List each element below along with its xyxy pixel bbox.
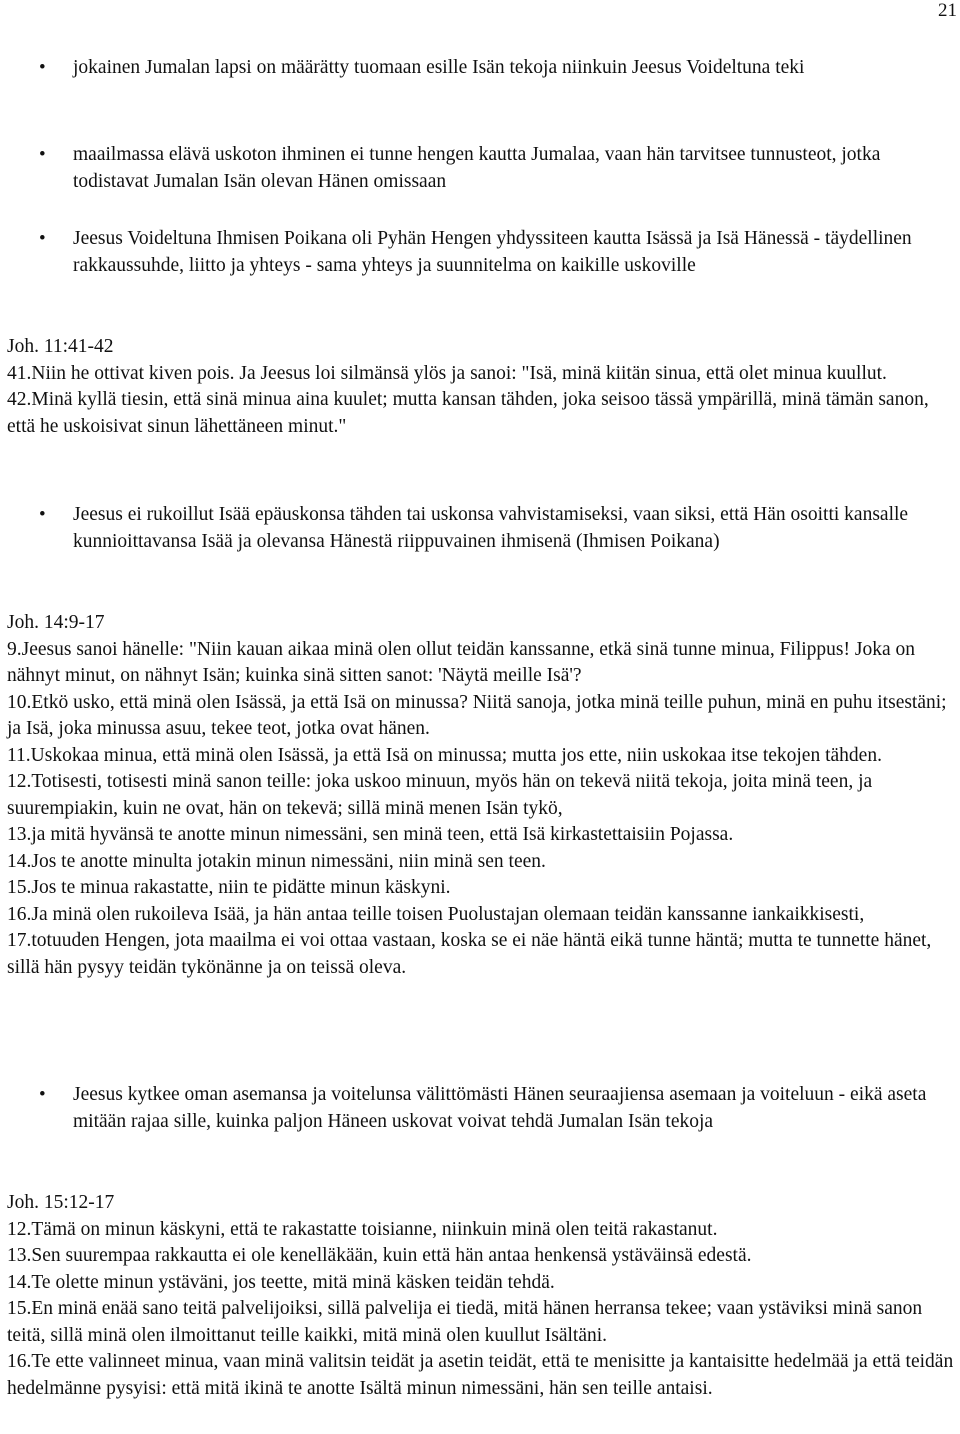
- verse: 9.Jeesus sanoi hänelle: "Niin kauan aikaa minä olen ollut teidän kanssanne, etkä sinä tunne minua, Filippus! Joka on nähnyt minut, on nähnyt Isän; kuinka sinä sitten sanot: 'Näytä meille Isä'?: [7, 638, 916, 686]
- bullet-icon: •: [39, 57, 46, 78]
- bullet-item: [7, 502, 957, 555]
- bullet-text: Jeesus kytkee oman asemansa ja voitelunsa välittömästi Hänen seuraajiensa asemaan ja voiteluun - eikä aseta mitään rajaa sille, kuinka paljon Häneen uskovat voivat tehdä Jumalan Isän tekoja: [73, 1084, 927, 1132]
- bullet-text: jokainen Jumalan lapsi on määrätty tuomaan esille Isän tekoja niinkuin Jeesus Voideltuna teki: [73, 57, 805, 78]
- scripture-passage: [7, 1190, 957, 1402]
- verse: 15.Jos te minua rakastatte, niin te pidätte minun käskyni.: [7, 877, 451, 898]
- page-number: 21: [938, 0, 957, 21]
- verse: 16.Ja minä olen rukoileva Isää, ja hän antaa teille toisen Puolustajan olemaan teidän kanssanne iankaikkisesti,: [7, 903, 865, 925]
- bullet-item: [7, 1082, 957, 1135]
- bullet-icon: •: [39, 504, 46, 525]
- bullet-item: [7, 55, 957, 82]
- bullet-text: Jeesus ei rukoillut Isää epäuskonsa tähden tai uskonsa vahvistamiseksi, vaan siksi, että Hän osoitti kansalle kunnioittavansa Isää ja olevansa Hänestä riippuvainen ihmisenä (Ihmisen Poikana): [73, 504, 909, 552]
- bullet-text: Jeesus Voideltuna Ihmisen Poikana oli Pyhän Hengen yhdyssiteen kautta Isässä ja Isä Hänessä - täydellinen rakkaussuhde, liitto ja yhteys - sama yhteys ja suunnitelma on kaikille uskoville: [73, 228, 912, 276]
- scripture-reference: Joh. 11:41-42: [7, 336, 114, 357]
- verse: 41.Niin he ottivat kiven pois. Ja Jeesus loi silmänsä ylös ja sanoi: "Isä, minä kiitän sinua, että olet minua kuullut.: [7, 362, 887, 384]
- scripture-passage: [7, 334, 957, 440]
- bullet-icon: •: [39, 228, 46, 249]
- bullet-text: maailmassa elävä uskoton ihminen ei tunne hengen kautta Jumalaa, vaan hän tarvitsee tunnusteot, jotka todistavat Jumalan Isän olevan Hänen omissaan: [73, 144, 881, 192]
- scripture-reference: Joh. 14:9-17: [7, 612, 105, 633]
- verse: 12.Totisesti, totisesti minä sanon teille: joka uskoo minuun, myös hän on tekevä niitä tekoja, joita minä teen, ja suurempiakin, kuin ne ovat, hän on tekevä; sillä minä menen Isän tykö,: [7, 771, 873, 819]
- bullet-item: [7, 142, 957, 195]
- scripture-passage: [7, 610, 957, 981]
- verse: 13.Sen suurempaa rakkautta ei ole kenelläkään, kuin että hän antaa henkensä ystäväinsä edestä.: [7, 1245, 752, 1266]
- verse: 15.En minä enää sano teitä palvelijoiksi, sillä palvelija ei tiedä, mitä hänen herransa tekee; vaan ystäviksi minä sanon teitä, sillä minä olen ilmoittanut teille kaikki, mitä minä olen kuullut Isältäni.: [7, 1298, 923, 1346]
- verse: 42.Minä kyllä tiesin, että sinä minua aina kuulet; mutta kansan tähden, joka seisoo tässä ympärillä, minä tämän sanon, että he uskoisivat sinun lähettäneen minut.": [7, 389, 929, 437]
- verse: 14.Jos te anotte minulta jotakin minun nimessäni, niin minä sen teen.: [7, 850, 546, 872]
- scripture-reference: Joh. 15:12-17: [7, 1192, 115, 1213]
- bullet-icon: •: [39, 1084, 46, 1105]
- bullet-item: [7, 226, 957, 279]
- verse: 13.ja mitä hyvänsä te anotte minun nimessäni, sen minä teen, että Isä kirkastettaisiin Pojassa.: [7, 824, 734, 845]
- verse: 10.Etkö usko, että minä olen Isässä, ja että Isä on minussa? Niitä sanoja, jotka minä teille puhun, minä en puhu itsestäni; ja Isä, joka minussa asuu, tekee teot, jotka ovat hänen.: [7, 691, 947, 739]
- verse: 12.Tämä on minun käskyni, että te rakastatte toisianne, niinkuin minä olen teitä rakastanut.: [7, 1218, 718, 1240]
- verse: 14.Te olette minun ystäväni, jos teette, mitä minä käsken teidän tehdä.: [7, 1271, 555, 1293]
- verse: 11.Uskokaa minua, että minä olen Isässä, ja että Isä on minussa; mutta jos ette, niin uskokaa itse tekojen tähden.: [7, 744, 882, 766]
- verse: 16.Te ette valinneet minua, vaan minä valitsin teidät ja asetin teidät, että te menisitte ja kantaisitte hedelmää ja että teidän hedelmänne pysyisi: että mitä ikinä te anotte Isältä minun nimessäni, hän sen teille antaisi.: [7, 1351, 954, 1399]
- bullet-icon: •: [39, 144, 46, 165]
- verse: 17.totuuden Hengen, jota maailma ei voi ottaa vastaan, koska se ei näe häntä eikä tunne häntä; mutta te tunnette hänet, sillä hän pysyy teidän tykönänne ja on teissä oleva.: [7, 930, 932, 978]
